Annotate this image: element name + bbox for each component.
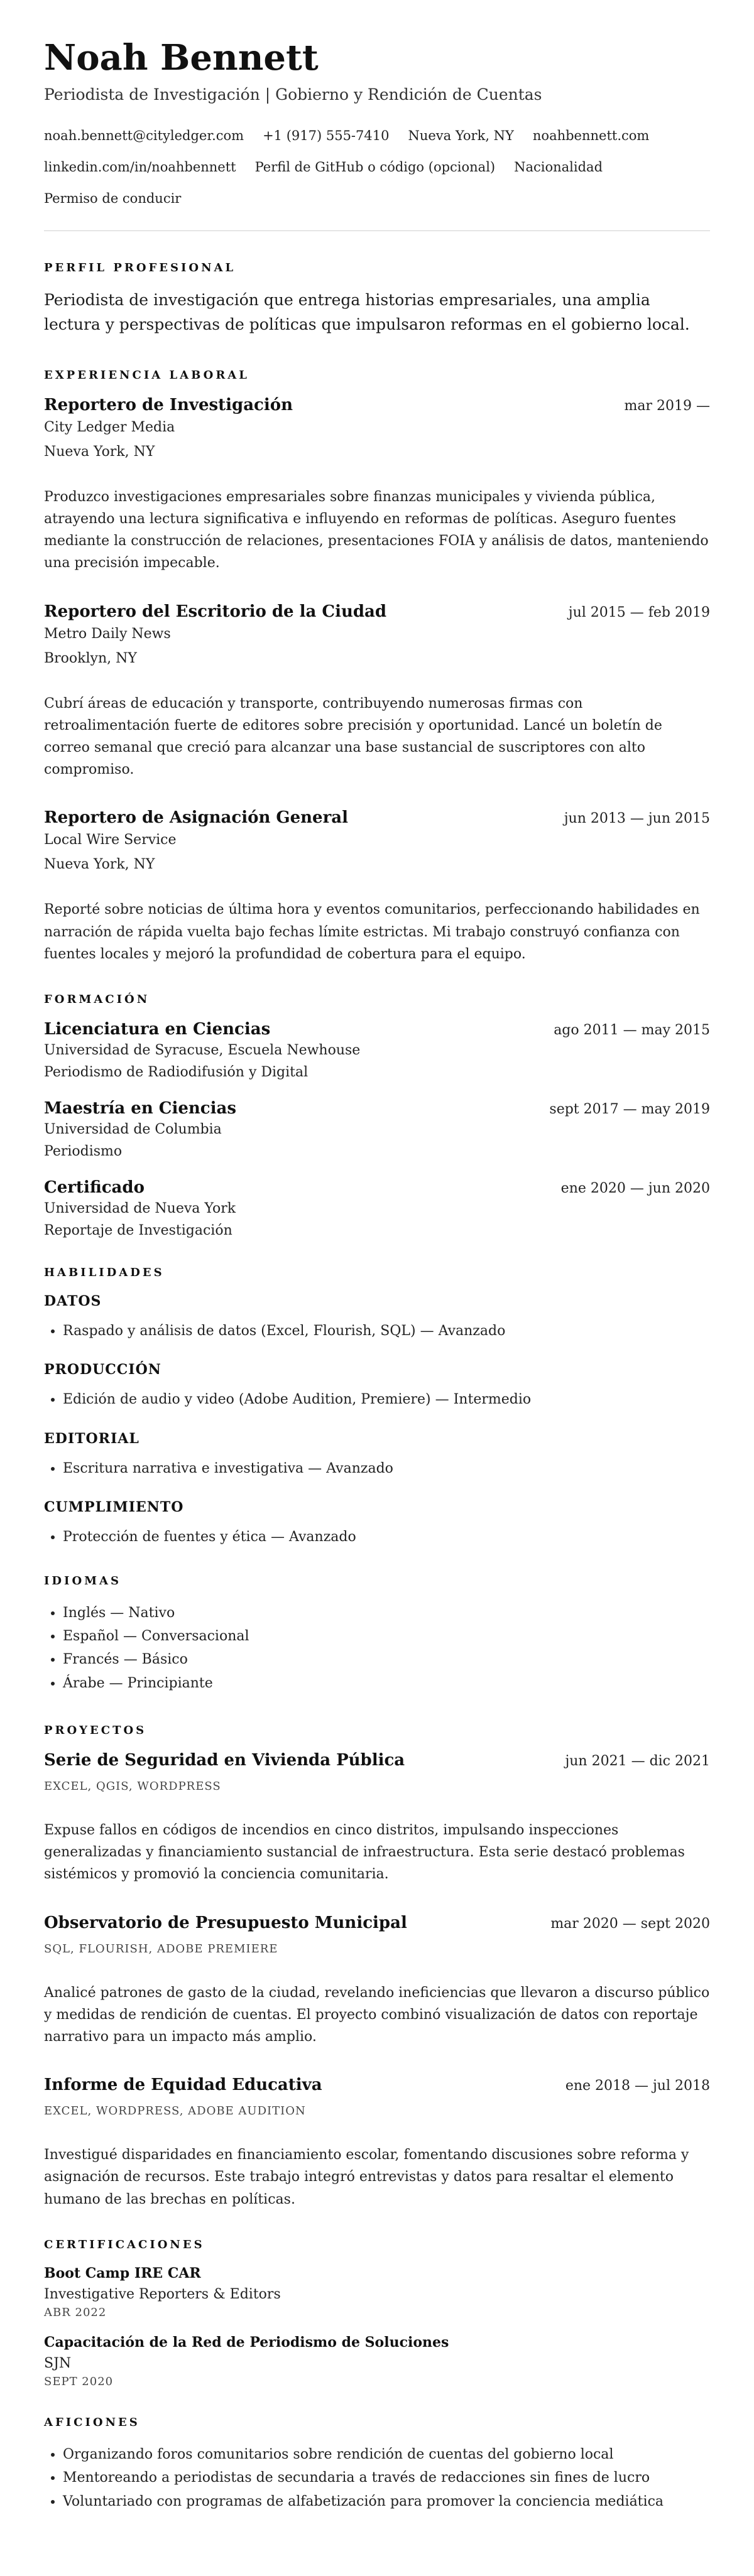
certification-date: ABR 2022 <box>44 2305 107 2319</box>
profile-summary: Periodista de investigación que entrega historias empresariales, una amplia lectura y perspectivas de políticas que impulsaron reformas en el gobierno local. <box>44 291 690 334</box>
project-description: Analicé patrones de gasto de la ciudad, revelando ineficiencias que llevaron a discurso público y medidas de rendición de cuentas. El proyecto combinó visualización de datos con reportaje narrativo para un impacto más amplio. <box>44 1984 710 2045</box>
contact-location: Nueva York, NY <box>408 128 514 144</box>
hobbies-section-title: AFICIONES <box>44 2415 140 2429</box>
skill-category: DATOS <box>44 1292 102 1309</box>
certification-date: SEPT 2020 <box>44 2374 114 2388</box>
skill-item: • Raspado y análisis de datos (Excel, Flourish, SQL) — Avanzado <box>63 1319 710 1343</box>
project-title: Serie de Seguridad en Vivienda Pública <box>44 1751 405 1770</box>
language-list <box>44 1601 710 1696</box>
degree-dates: sept 2017 — may 2019 <box>549 1101 710 1117</box>
skill-list <box>44 1525 710 1549</box>
job-description: Produzco investigaciones empresariales sobre finanzas municipales y vivienda pública, atrayendo una lectura significativa e influyendo en reformas de políticas. Aseguro fuentes mediante la construcción de relaciones, presentaciones FOIA y análisis de datos, manteniendo una precisión impecable. <box>44 489 709 571</box>
job-company: Local Wire Service <box>44 832 177 848</box>
contact-email[interactable]: noah.bennett@cityledger.com <box>44 128 244 144</box>
job-company: Metro Daily News <box>44 625 171 642</box>
project-entry <box>44 1913 710 2048</box>
certification-entry <box>44 2334 710 2388</box>
experience-entry <box>44 808 710 965</box>
job-title: Reportero de Investigación <box>44 395 293 414</box>
candidate-headline: Periodista de Investigación | Gobierno y Rendición de Cuentas <box>44 85 542 104</box>
skills-section <box>44 1266 710 1549</box>
job-location: Brooklyn, NY <box>44 650 137 666</box>
hobby-item: • Organizando foros comunitarios sobre rendición de cuentas del gobierno local <box>63 2443 710 2466</box>
degree-dates: ene 2020 — jun 2020 <box>560 1180 710 1196</box>
project-dates: mar 2020 — sept 2020 <box>550 1915 710 1932</box>
language-item: • Francés — Básico <box>63 1648 710 1671</box>
degree-field: Periodismo de Radiodifusión y Digital <box>44 1064 309 1080</box>
resume-header <box>44 38 710 214</box>
skill-list <box>44 1388 710 1411</box>
skills-section-title: HABILIDADES <box>44 1265 165 1279</box>
certifications-section-title: CERTIFICACIONES <box>44 2238 205 2251</box>
profile-section-title: PERFIL PROFESIONAL <box>44 261 236 275</box>
contact-info <box>44 120 710 214</box>
experience-entry <box>44 602 710 781</box>
education-entry <box>44 1099 710 1159</box>
education-section <box>44 993 710 1238</box>
projects-section <box>44 1724 710 2211</box>
degree-title: Maestría en Ciencias <box>44 1098 236 1118</box>
contact-driving-license: Permiso de conducir <box>44 191 182 207</box>
experience-section-title: EXPERIENCIA LABORAL <box>44 368 249 382</box>
skill-category: CUMPLIMIENTO <box>44 1499 184 1516</box>
contact-website[interactable]: noahbennett.com <box>532 128 650 144</box>
certification-issuer: SJN <box>44 2355 72 2371</box>
languages-section-title: IDIOMAS <box>44 1574 122 1588</box>
job-location: Nueva York, NY <box>44 857 155 873</box>
degree-school: Universidad de Nueva York <box>44 1200 236 1216</box>
skill-category: PRODUCCIÓN <box>44 1361 161 1378</box>
job-description: Cubrí áreas de educación y transporte, contribuyendo numerosas firmas con retroalimentación fuerte de editores sobre precisión y oportunidad. Lancé un boletín de correo semanal que creció para alcanzar una base sustancial de suscriptores con alto compromiso. <box>44 695 662 778</box>
project-entry <box>44 1751 710 1886</box>
hobby-item: • Mentoreando a periodistas de secundaria a través de redacciones sin fines de lucro <box>63 2466 710 2489</box>
project-dates: jun 2021 — dic 2021 <box>565 1753 710 1770</box>
project-tech: EXCEL, WORDPRESS, ADOBE AUDITION <box>44 2104 306 2118</box>
language-item: • Español — Conversacional <box>63 1625 710 1648</box>
certifications-section <box>44 2238 710 2388</box>
candidate-name: Noah Bennett <box>44 37 319 78</box>
skill-item: • Edición de audio y video (Adobe Audition, Premiere) — Intermedio <box>63 1388 710 1411</box>
job-company: City Ledger Media <box>44 419 175 435</box>
contact-phone[interactable]: +1 (917) 555-7410 <box>263 128 390 144</box>
certification-name: Boot Camp IRE CAR <box>44 2265 201 2281</box>
project-title: Informe de Equidad Educativa <box>44 2075 322 2095</box>
contact-linkedin[interactable]: linkedin.com/in/noahbennett <box>44 160 236 175</box>
degree-title: Certificado <box>44 1177 145 1197</box>
skill-category: EDITORIAL <box>44 1430 139 1447</box>
skill-list <box>44 1457 710 1480</box>
hobby-item: • Voluntariado con programas de alfabetización para promover la conciencia mediática <box>63 2490 710 2513</box>
hobby-list <box>44 2443 710 2513</box>
skill-item: • Escritura narrativa e investigativa — Avanzado <box>63 1457 710 1480</box>
language-item: • Inglés — Nativo <box>63 1601 710 1625</box>
degree-field: Reportaje de Investigación <box>44 1222 232 1238</box>
job-dates: jun 2013 — jun 2015 <box>564 811 710 827</box>
certification-name: Capacitación de la Red de Periodismo de Soluciones <box>44 2334 449 2351</box>
skill-list <box>44 1319 710 1343</box>
project-dates: ene 2018 — jul 2018 <box>565 2078 710 2094</box>
degree-school: Universidad de Columbia <box>44 1121 222 1137</box>
profile-section <box>44 261 710 337</box>
job-dates: jul 2015 — feb 2019 <box>568 604 710 620</box>
languages-section <box>44 1574 710 1696</box>
certification-entry <box>44 2265 710 2319</box>
degree-field: Periodismo <box>44 1143 123 1159</box>
hobbies-section <box>44 2416 710 2513</box>
project-tech: SQL, FLOURISH, ADOBE PREMIERE <box>44 1942 278 1956</box>
degree-dates: ago 2011 — may 2015 <box>554 1022 710 1038</box>
degree-title: Licenciatura en Ciencias <box>44 1019 271 1039</box>
header-divider <box>44 230 710 231</box>
project-description: Investigué disparidades en financiamiento escolar, fomentando discusiones sobre reforma y asignación de recursos. Este trabajo integró entrevistas y datos para resaltar el elemento humano de las brechas en políticas. <box>44 2147 689 2207</box>
experience-entry <box>44 396 710 575</box>
project-entry <box>44 2075 710 2211</box>
contact-nationality: Nacionalidad <box>514 160 603 175</box>
education-section-title: FORMACIÓN <box>44 992 150 1006</box>
education-entry <box>44 1178 710 1238</box>
project-tech: EXCEL, QGIS, WORDPRESS <box>44 1780 221 1794</box>
skill-item: • Protección de fuentes y ética — Avanzado <box>63 1525 710 1549</box>
education-entry <box>44 1020 710 1080</box>
job-description: Reporté sobre noticias de última hora y eventos comunitarios, perfeccionando habilidades en narración de rápida vuelta bajo fechas límite estrictas. Mi trabajo construyó confianza con fuentes locales y mejoró la profundidad de cobertura para el equipo. <box>44 902 700 962</box>
job-title: Reportero de Asignación General <box>44 808 349 828</box>
job-title: Reportero del Escritorio de la Ciudad <box>44 602 387 621</box>
experience-section <box>44 369 710 965</box>
job-dates: mar 2019 — <box>624 398 710 414</box>
contact-github: Perfil de GitHub o código (opcional) <box>254 160 496 175</box>
project-description: Expuse fallos en códigos de incendios en cinco distritos, impulsando inspecciones generalizadas y financiamiento sustancial de infraestructura. Esta serie destacó problemas sistémicos y promovió la conciencia comunitaria. <box>44 1822 685 1883</box>
degree-school: Universidad de Syracuse, Escuela Newhouse <box>44 1042 361 1058</box>
job-location: Nueva York, NY <box>44 443 155 460</box>
language-item: • Árabe — Principiante <box>63 1672 710 1695</box>
project-title: Observatorio de Presupuesto Municipal <box>44 1913 407 1932</box>
projects-section-title: PROYECTOS <box>44 1724 147 1738</box>
certification-issuer: Investigative Reporters & Editors <box>44 2286 281 2302</box>
